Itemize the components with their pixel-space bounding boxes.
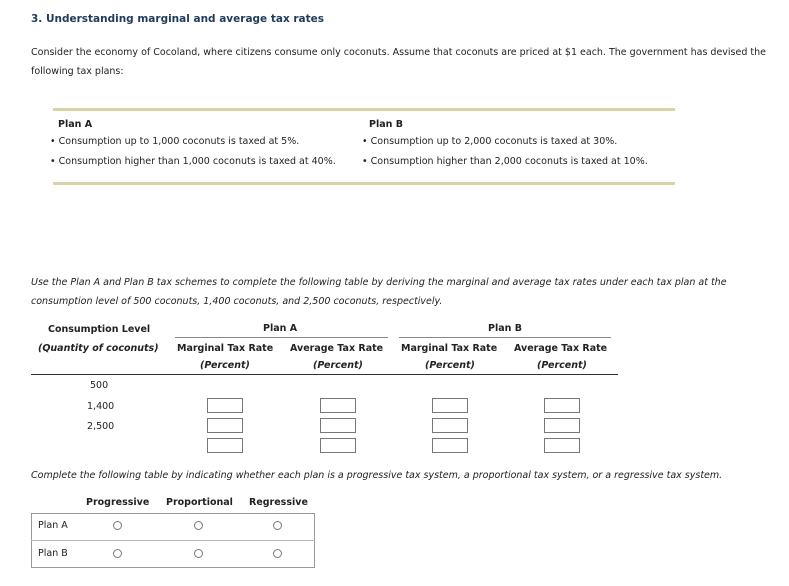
plan-a-group-header: Plan A [263, 323, 298, 334]
plans-box-top-border [53, 108, 675, 111]
plan-b-average-2500-input[interactable] [544, 438, 580, 453]
plan-b-progressive-radio[interactable] [113, 549, 122, 558]
system-table-row-divider [31, 540, 315, 541]
plan-a-marginal-500-input[interactable] [207, 398, 243, 413]
plan-a-group-rule [175, 337, 388, 338]
plan-a-marginal-1400-input[interactable] [207, 418, 243, 433]
col-regressive: Regressive [249, 497, 308, 508]
question-title: 3. Understanding marginal and average tax rates [31, 13, 325, 25]
plan-b-marginal-500-input[interactable] [432, 398, 468, 413]
plan-b-group-rule [399, 337, 611, 338]
plan-a-average-unit: (Percent) [313, 360, 363, 371]
rate-table-header-rule [31, 374, 618, 375]
plan-b-proportional-radio[interactable] [194, 549, 203, 558]
plan-a-marginal-unit: (Percent) [200, 360, 250, 371]
plan-b-group-header: Plan B [488, 323, 522, 334]
intro-text: Consider the economy of Cocoland, where citizens consume only coconuts. Assume that coconuts are priced at $1 each. The government has devised the following tax plans: [31, 47, 766, 77]
plan-a-average-2500-input[interactable] [320, 438, 356, 453]
plan-b-marginal-unit: (Percent) [425, 360, 475, 371]
plan-a-average-header: Average Tax Rate [290, 343, 384, 354]
plan-a-bullet-2-text: Consumption higher than 1,000 coconuts is taxed at 40%. [58, 156, 336, 167]
plan-a-marginal-2500-input[interactable] [207, 438, 243, 453]
plan-a-average-500-input[interactable] [320, 398, 356, 413]
plan-b-average-unit: (Percent) [537, 360, 587, 371]
plan-b-regressive-radio[interactable] [273, 549, 282, 558]
plan-b-bullet-2: • Consumption higher than 2,000 coconuts is taxed at 10%. [362, 156, 648, 167]
rate-table-instruction: Use the Plan A and Plan B tax schemes to complete the following table by deriving the marginal and average tax rates under each tax plan at the consumption level of 500 coconuts, 1,400 coconuts, and 2,500 coconuts, respectively. [31, 277, 727, 307]
plan-a-regressive-radio[interactable] [273, 521, 282, 530]
plan-b-bullet-2-text: Consumption higher than 2,000 coconuts is taxed at 10%. [370, 156, 648, 167]
plan-b-bullet-1-text: Consumption up to 2,000 coconuts is taxed at 30%. [370, 136, 618, 147]
row-level-1400: 1,400 [87, 401, 115, 412]
col-proportional: Proportional [166, 497, 233, 508]
row-level-500: 500 [90, 380, 109, 391]
plan-b-marginal-1400-input[interactable] [432, 418, 468, 433]
plan-a-proportional-radio[interactable] [194, 521, 203, 530]
plan-a-bullet-2: • Consumption higher than 1,000 coconuts is taxed at 40%. [50, 156, 336, 167]
plan-b-average-header: Average Tax Rate [514, 343, 608, 354]
plan-b-heading: Plan B [369, 119, 403, 130]
system-row-plan-b: Plan B [38, 548, 68, 559]
col-consumption-level-sub: (Quantity of coconuts) [38, 343, 159, 354]
plans-box-bottom-border [53, 182, 675, 185]
system-table-instruction: Complete the following table by indicating whether each plan is a progressive tax system, a proportional tax system, or a regressive tax system. [31, 470, 723, 481]
plan-a-progressive-radio[interactable] [113, 521, 122, 530]
plan-a-average-1400-input[interactable] [320, 418, 356, 433]
plan-b-average-500-input[interactable] [544, 398, 580, 413]
plan-a-bullet-1-text: Consumption up to 1,000 coconuts is taxed at 5%. [58, 136, 300, 147]
plan-b-marginal-header: Marginal Tax Rate [401, 343, 498, 354]
plan-a-bullet-1: • Consumption up to 1,000 coconuts is taxed at 5%. [50, 136, 300, 147]
col-consumption-level: Consumption Level [48, 324, 151, 335]
plan-a-marginal-header: Marginal Tax Rate [177, 343, 274, 354]
plan-b-marginal-2500-input[interactable] [432, 438, 468, 453]
plan-a-heading: Plan A [58, 119, 93, 130]
row-level-2500: 2,500 [87, 421, 115, 432]
plan-b-average-1400-input[interactable] [544, 418, 580, 433]
system-row-plan-a: Plan A [38, 520, 68, 531]
col-progressive: Progressive [86, 497, 150, 508]
plan-b-bullet-1: • Consumption up to 2,000 coconuts is taxed at 30%. [362, 136, 618, 147]
